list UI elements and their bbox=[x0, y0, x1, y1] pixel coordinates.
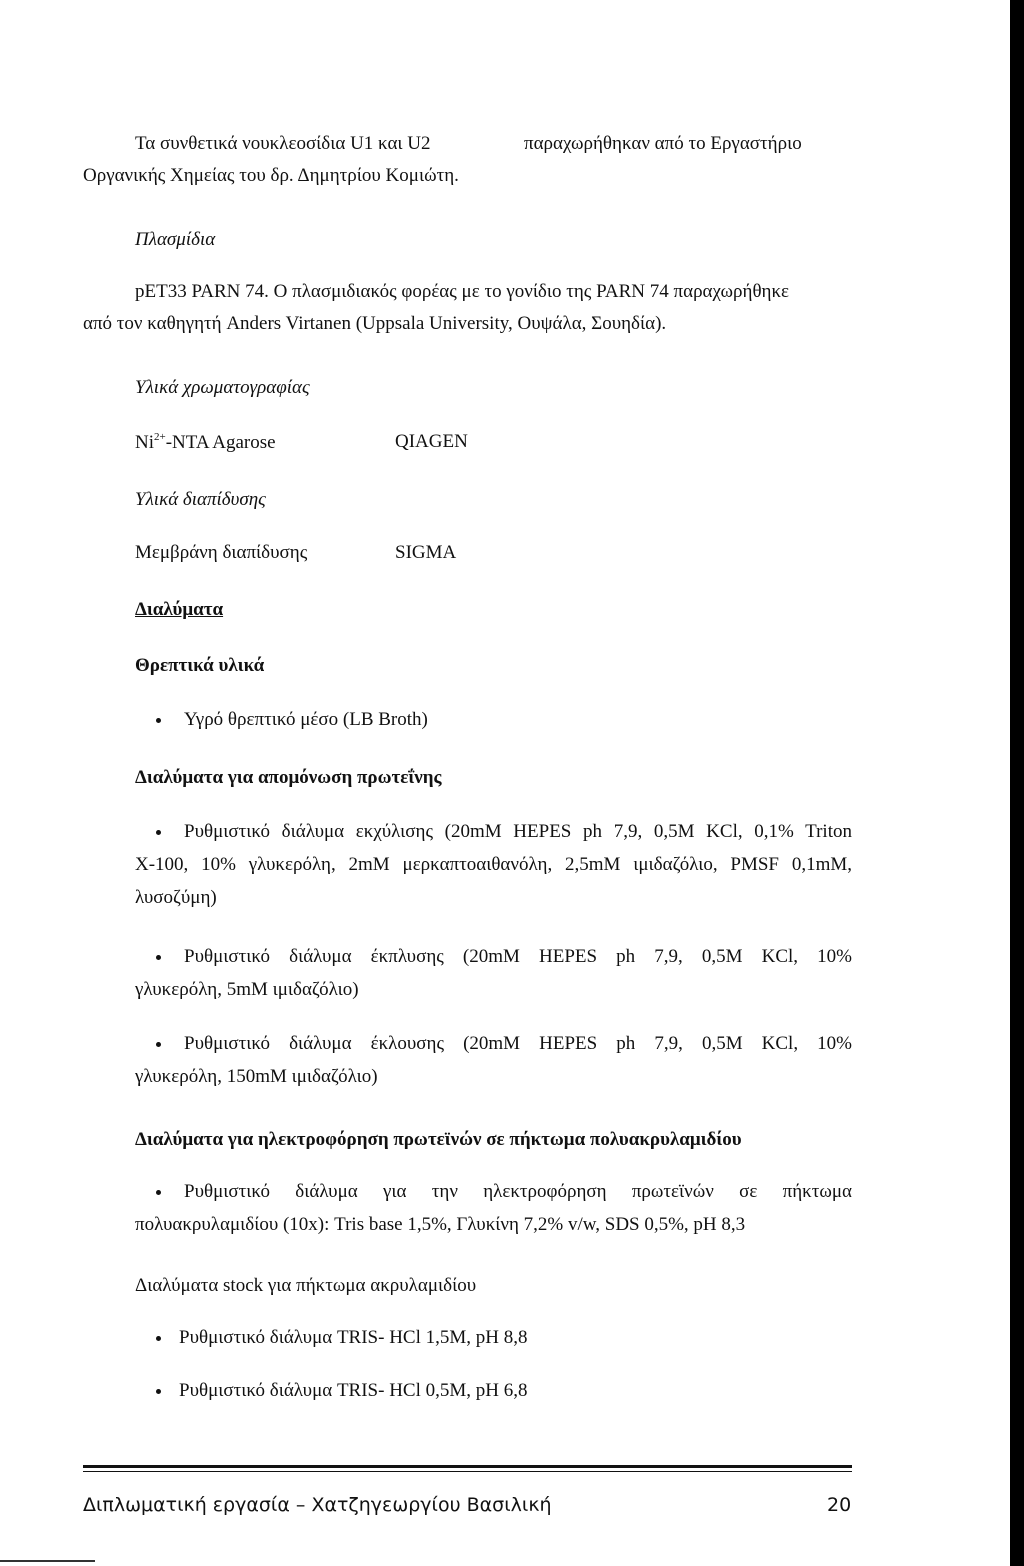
subheading-electrophoresis: Διαλύματα για ηλεκτροφόρηση πρωτεϊνών σε πήκτωμα πολυακρυλαμιδίου bbox=[135, 1129, 742, 1150]
material-supplier: SIGMA bbox=[395, 542, 457, 563]
material-superscript: 2+ bbox=[154, 431, 166, 443]
bullet bbox=[156, 1336, 161, 1341]
subheading-stock: Διαλύματα stock για πήκτωμα ακρυλαμιδίου bbox=[135, 1275, 477, 1296]
material-name-post: -NTA Agarose bbox=[165, 432, 276, 453]
list-item-continuation: λυσοζύμη) bbox=[135, 887, 217, 908]
paragraph-line: από τον καθηγητή Anders Virtanen (Uppsala University, Ουψάλα, Σουηδία). bbox=[83, 313, 667, 334]
material-supplier: QIAGEN bbox=[395, 431, 468, 452]
subheading-nutrients: Θρεπτικά υλικά bbox=[135, 655, 265, 676]
list-item: Υγρό θρεπτικό μέσο (LB Broth) bbox=[184, 709, 428, 730]
paragraph-line: Τα συνθετικά νουκλεοσίδια U1 και U2 bbox=[135, 133, 431, 154]
section-heading-chromatography: Υλικά χρωματογραφίας bbox=[135, 377, 310, 398]
footer-title: Διπλωματική εργασία – Χατζηγεωργίου Βασιλική bbox=[83, 1494, 552, 1516]
list-item: Ρυθμιστικό διάλυμα εκχύλισης (20mM HEPES ph 7,9, 0,5M KCl, 0,1% Triton bbox=[184, 821, 852, 842]
subheading-isolation: Διαλύματα για απομόνωση πρωτεΐνης bbox=[135, 767, 442, 788]
material-name-pre: Ni bbox=[135, 432, 154, 453]
list-item: Ρυθμιστικό διάλυμα για την ηλεκτροφόρηση πρωτεϊνών σε πήκτωμα bbox=[184, 1181, 852, 1202]
section-heading-plasmids: Πλασμίδια bbox=[135, 229, 216, 250]
list-item-continuation: X-100, 10% γλυκερόλη, 2mM μερκαπτοαιθανόλη, 2,5mM ιμιδαζόλιο, PMSF 0,1mM, bbox=[135, 854, 852, 875]
list-item: Ρυθμιστικό διάλυμα έκλουσης (20mM HEPES ph 7,9, 0,5M KCl, 10% bbox=[184, 1033, 852, 1054]
section-heading-solutions: Διαλύματα bbox=[135, 599, 224, 620]
page-number: 20 bbox=[827, 1494, 852, 1516]
footer-divider bbox=[83, 1465, 852, 1468]
bullet bbox=[156, 1389, 161, 1394]
bullet bbox=[156, 1190, 161, 1195]
material-item: Μεμβράνη διαπίδυσης bbox=[135, 542, 308, 563]
paragraph-line: pET33 PARN 74. Ο πλασμιδιακός φορέας με το γονίδιο της PARN 74 παραχωρήθηκε bbox=[135, 281, 790, 302]
list-item-continuation: γλυκερόλη, 150mM ιμιδαζόλιο) bbox=[135, 1066, 378, 1087]
list-item: Ρυθμιστικό διάλυμα TRIS- HCl 0,5M, pH 6,8 bbox=[179, 1380, 528, 1401]
paragraph-line: παραχωρήθηκαν από το Εργαστήριο bbox=[524, 133, 802, 154]
material-item bbox=[135, 432, 276, 452]
paragraph-line: Οργανικής Χημείας του δρ. Δημητρίου Κομιώτη. bbox=[83, 165, 459, 186]
scan-artifact bbox=[0, 1560, 95, 1562]
bullet bbox=[156, 1042, 161, 1047]
bullet bbox=[156, 955, 161, 960]
bullet bbox=[156, 830, 161, 835]
section-heading-dialysis: Υλικά διαπίδυσης bbox=[135, 489, 266, 510]
list-item: Ρυθμιστικό διάλυμα έκπλυσης (20mM HEPES ph 7,9, 0,5M KCl, 10% bbox=[184, 946, 852, 967]
bullet bbox=[156, 718, 161, 723]
list-item: Ρυθμιστικό διάλυμα TRIS- HCl 1,5M, pH 8,8 bbox=[179, 1327, 528, 1348]
list-item-continuation: γλυκερόλη, 5mM ιμιδαζόλιο) bbox=[135, 979, 359, 1000]
list-item-continuation: πολυακρυλαμιδίου (10x): Tris base 1,5%, Γλυκίνη 7,2% v/w, SDS 0,5%, pH 8,3 bbox=[135, 1214, 746, 1235]
footer-divider-thin bbox=[83, 1471, 852, 1472]
